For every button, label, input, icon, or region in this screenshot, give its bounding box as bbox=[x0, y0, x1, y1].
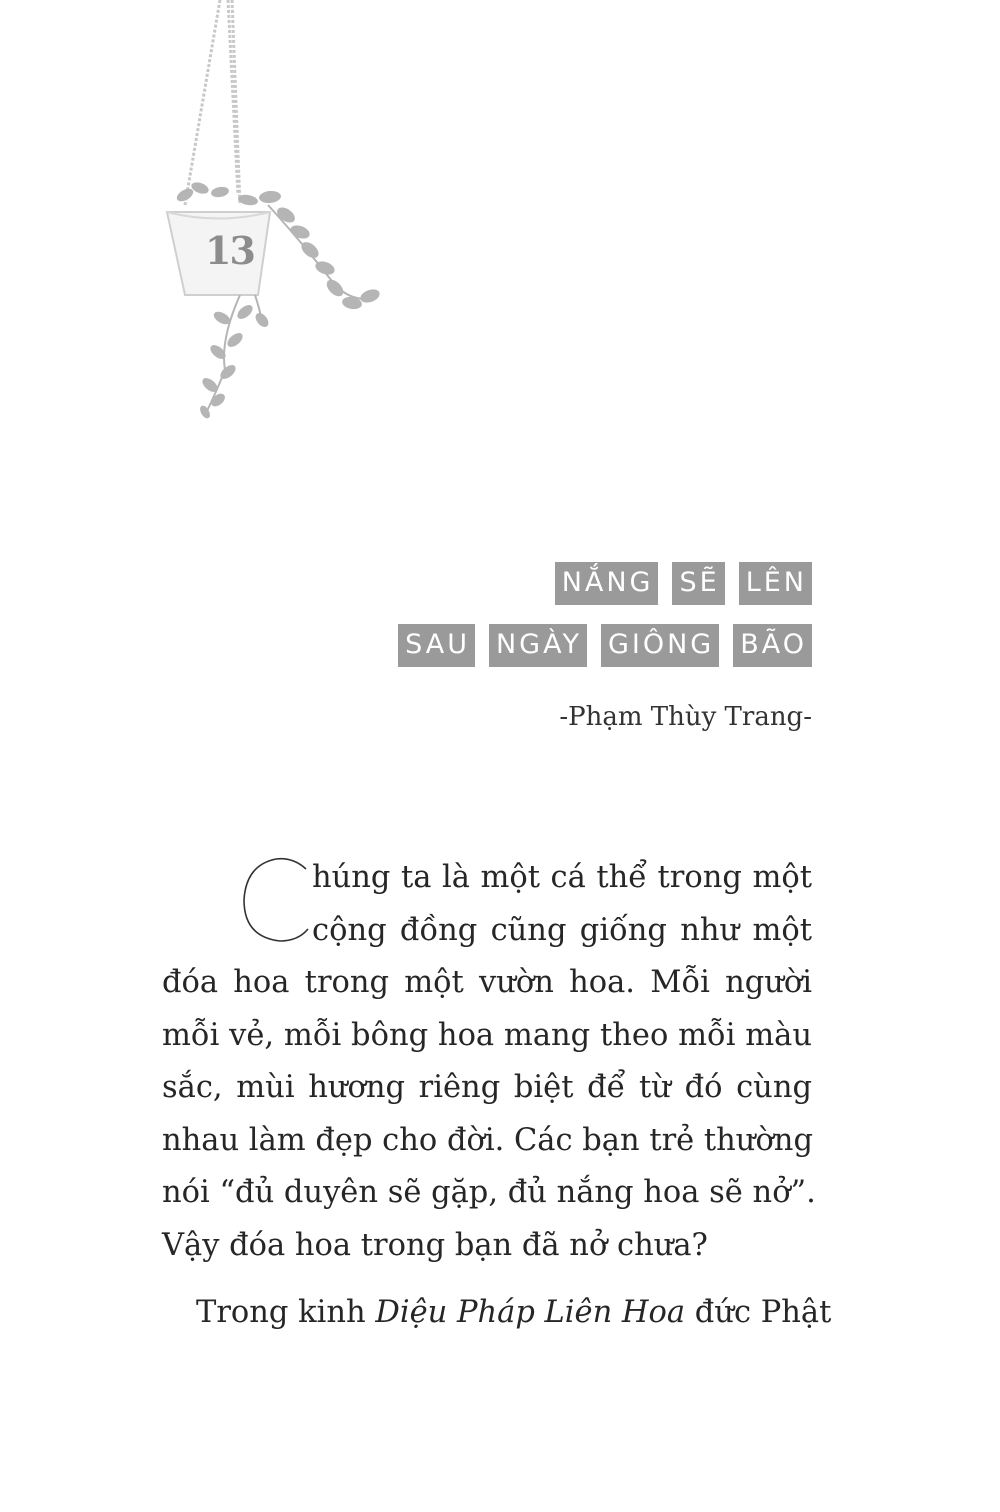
title-word: SAU bbox=[398, 624, 475, 667]
paragraph-2 bbox=[162, 1287, 832, 1340]
text-line: Vậy đóa hoa trong bạn đã nở chưa? bbox=[162, 1227, 708, 1263]
title-word: BÃO bbox=[733, 624, 812, 667]
drop-cap-letter: C bbox=[238, 855, 239, 856]
title-word: NẮNG bbox=[555, 562, 659, 605]
text-run: đức Phật bbox=[685, 1295, 832, 1330]
hanging-plant-illustration bbox=[150, 0, 400, 430]
title-word: NGÀY bbox=[489, 624, 587, 667]
title-line-1 bbox=[555, 562, 812, 605]
text-run: Trong kinh bbox=[196, 1295, 376, 1330]
text-line: sắc, mùi hương riêng biệt để từ đó cùng bbox=[162, 1070, 812, 1105]
title-word: GIÔNG bbox=[601, 624, 719, 667]
text-line bbox=[162, 1287, 832, 1340]
text-line: nói “đủ duyên sẽ gặp, đủ nắng hoa sẽ nở”. bbox=[162, 1175, 816, 1210]
text-line: cộng đồng cũng giống như một bbox=[312, 912, 812, 948]
text-line: mỗi vẻ, mỗi bông hoa mang theo mỗi màu bbox=[162, 1017, 812, 1053]
text-line: nhau làm đẹp cho đời. Các bạn trẻ thường bbox=[162, 1122, 813, 1158]
text-line: đóa hoa trong một vườn hoa. Mỗi người bbox=[162, 965, 812, 1000]
title-line-2 bbox=[398, 624, 812, 667]
chapter-number: 13 bbox=[205, 228, 254, 273]
scripture-title: Diệu Pháp Liên Hoa bbox=[375, 1295, 686, 1330]
title-word: LÊN bbox=[739, 562, 812, 605]
title-word: SẼ bbox=[672, 562, 724, 605]
author-byline: -Phạm Thùy Trang- bbox=[559, 702, 812, 732]
text-line: húng ta là một cá thể trong một bbox=[312, 860, 812, 895]
paragraph-1 bbox=[162, 852, 816, 1272]
